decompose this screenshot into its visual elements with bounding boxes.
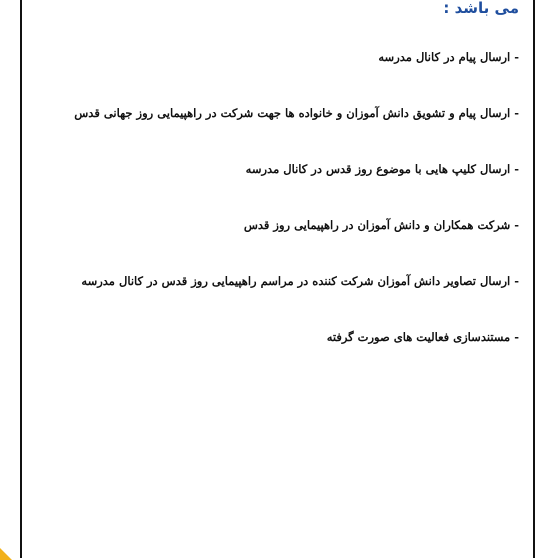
list-item: - ارسال پیام و تشویق دانش آموزان و خانواده ها جهت شرکت در راهپیمایی روز جهانی قدس xyxy=(74,106,519,120)
corner-accent xyxy=(0,548,12,560)
list-item: - شرکت همکاران و دانش آموزان در راهپیمایی روز قدس xyxy=(243,218,519,232)
list-item: - ارسال پیام در کانال مدرسه xyxy=(378,50,519,64)
list-item: - ارسال کلیپ هایی با موضوع روز قدس در کانال مدرسه xyxy=(245,162,519,176)
section-heading: می باشد : xyxy=(443,0,519,17)
list-item: - ارسال تصاویر دانش آموزان شرکت کننده در مراسم راهپیمایی روز قدس در کانال مدرسه xyxy=(81,274,519,288)
document-page xyxy=(20,0,535,558)
list-item: - مستندسازی فعالیت های صورت گرفته xyxy=(326,330,519,344)
